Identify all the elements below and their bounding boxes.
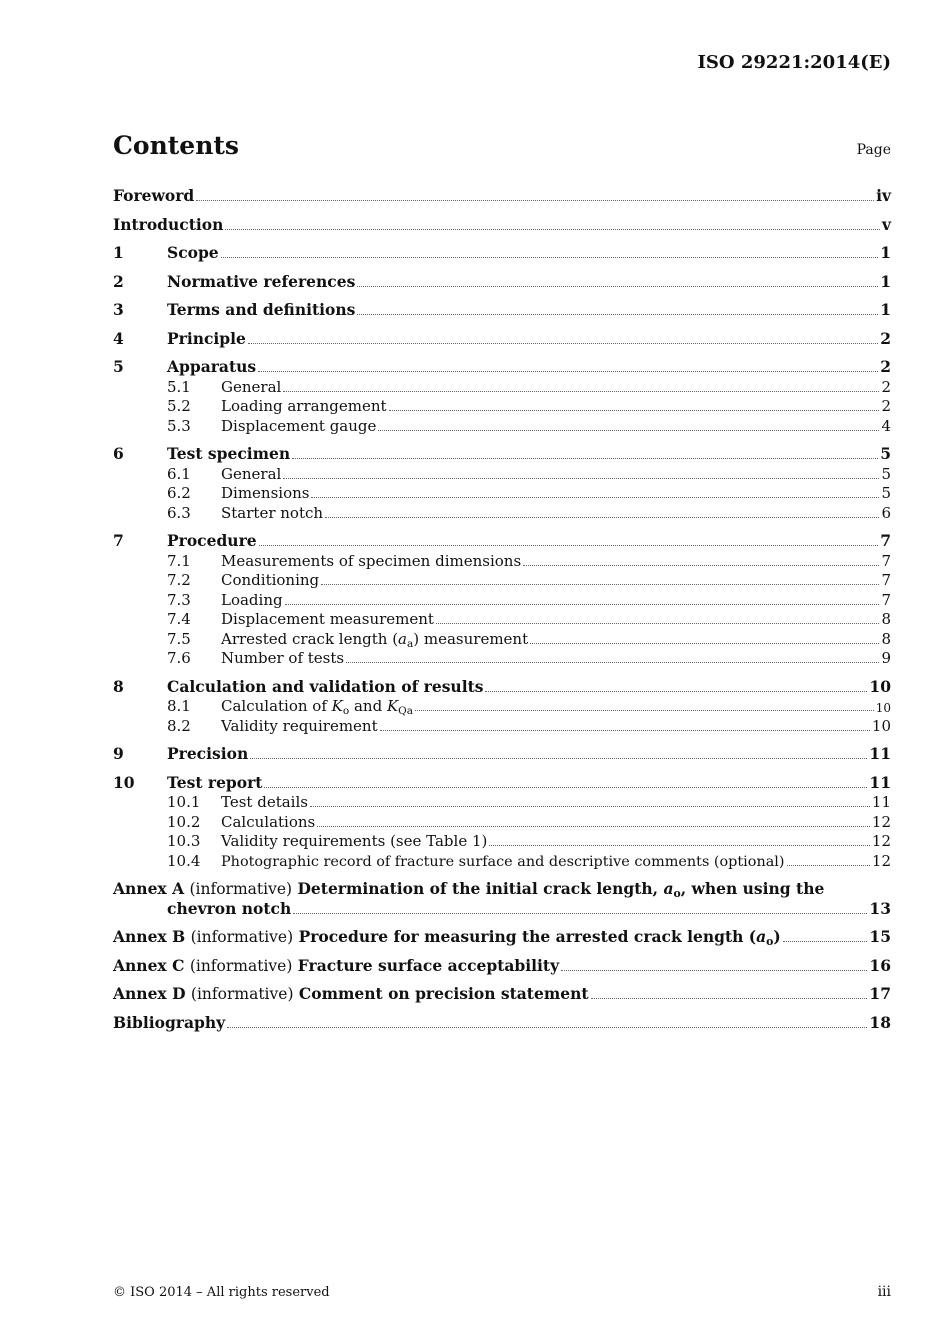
dot-leader — [357, 285, 878, 287]
dot-leader — [259, 544, 879, 546]
toc-entry-page: 10 — [869, 676, 891, 696]
toc-entry-title: Photographic record of fracture surface and descriptive comments (optional) — [221, 853, 785, 870]
annex-label: Annex A — [113, 879, 185, 898]
toc-entry-annex-a-continued[interactable] — [113, 898, 891, 918]
toc-entry-number: 7.4 — [167, 610, 191, 628]
dot-leader — [783, 940, 868, 942]
toc-entry-number: 3 — [113, 300, 124, 319]
table-of-contents — [113, 185, 891, 1032]
toc-entry-page: 17 — [869, 984, 891, 1003]
toc-entry-number: 8.2 — [167, 716, 191, 735]
toc-entry-page: 8 — [881, 610, 891, 628]
toc-entry-title: Loading — [221, 590, 283, 609]
toc-entry-number: 7 — [113, 531, 124, 550]
toc-entry-page: 1 — [880, 243, 891, 262]
annex-heading: Annex D (informative) Comment on precision statement — [113, 984, 589, 1003]
toc-entry-page: 7 — [881, 571, 891, 589]
toc-entry-title: Dimensions — [221, 484, 310, 502]
dot-leader — [292, 457, 878, 459]
toc-entry-terms-definitions[interactable] — [113, 299, 891, 319]
toc-entry-page: 18 — [869, 1012, 891, 1032]
toc-entry-number: 4 — [113, 328, 124, 348]
toc-entry-scope[interactable] — [113, 242, 891, 262]
toc-entry-title: Scope — [167, 243, 219, 262]
toc-entry-annex-a[interactable] — [113, 878, 891, 898]
toc-entry-title: Bibliography — [113, 1012, 226, 1032]
toc-subentry-6-3[interactable] — [113, 502, 891, 522]
dot-leader — [787, 864, 870, 866]
toc-entry-page: 13 — [869, 898, 891, 918]
toc-entry-apparatus[interactable] — [113, 356, 891, 376]
toc-entry-title: Validity requirements (see Table 1) — [221, 832, 488, 850]
toc-entry-page: 15 — [869, 927, 891, 946]
toc-entry-title: Calculation and validation of results — [167, 676, 484, 696]
toc-entry-title: Conditioning — [221, 571, 320, 589]
toc-entry-page: 2 — [881, 377, 891, 396]
toc-entry-number: 10 — [113, 772, 135, 792]
toc-entry-number: 5.2 — [167, 397, 191, 415]
toc-entry-normative-references[interactable] — [113, 271, 891, 291]
toc-subentry-7-4[interactable] — [113, 609, 891, 629]
toc-entry-number: 5.3 — [167, 416, 191, 435]
dot-leader — [346, 661, 879, 663]
dot-leader — [317, 825, 870, 827]
toc-entry-page: 5 — [880, 444, 891, 463]
annex-title: Determination of the initial crack length, $a_o$, when using the — [297, 879, 825, 900]
toc-entry-number: 8.1 — [167, 697, 191, 715]
toc-entry-introduction[interactable] — [113, 214, 891, 234]
toc-subentry-5-1[interactable] — [113, 376, 891, 396]
dot-leader — [436, 622, 880, 624]
toc-entry-number: 6.2 — [167, 484, 191, 502]
toc-subentry-8-2[interactable] — [113, 715, 891, 735]
dot-leader — [250, 757, 867, 759]
toc-entry-title: Calculations — [221, 812, 316, 831]
toc-entry-title: General — [221, 377, 282, 396]
dot-leader — [321, 583, 879, 585]
toc-entry-page: 1 — [880, 271, 891, 291]
toc-entry-page: 6 — [881, 503, 891, 522]
toc-subentry-7-5[interactable] — [113, 628, 891, 648]
toc-subentry-7-1[interactable] — [113, 550, 891, 570]
dot-leader — [380, 729, 870, 731]
toc-entry-title: Terms and definitions — [167, 300, 356, 319]
toc-entry-number: 10.4 — [167, 851, 201, 870]
dot-leader — [530, 642, 879, 644]
toc-entry-number: 6 — [113, 444, 124, 463]
dot-leader — [248, 342, 878, 344]
toc-subentry-10-4[interactable] — [113, 850, 891, 870]
toc-entry-title: Number of tests — [221, 649, 345, 667]
toc-entry-title: Principle — [167, 328, 246, 348]
annex-title-continued: chevron notch — [167, 898, 292, 918]
toc-entry-number: 7.6 — [167, 649, 191, 667]
toc-entry-page: 10 — [875, 701, 891, 715]
dot-leader — [561, 969, 867, 971]
toc-entry-title: Test details — [221, 793, 308, 811]
toc-entry-page: 8 — [881, 629, 891, 648]
toc-entry-page: v — [881, 214, 891, 234]
copyright-notice: © ISO 2014 – All rights reserved — [113, 1285, 330, 1300]
toc-entry-page: 5 — [881, 484, 891, 502]
toc-entry-bibliography[interactable] — [113, 1012, 891, 1032]
dot-leader — [310, 805, 870, 807]
toc-entry-number: 6.1 — [167, 464, 191, 483]
toc-entry-page: 4 — [881, 416, 891, 435]
toc-entry-procedure[interactable] — [113, 530, 891, 550]
document-id: ISO 29221:2014(E) — [697, 52, 891, 73]
toc-entry-number: 8 — [113, 676, 124, 696]
toc-entry-title: Introduction — [113, 214, 224, 234]
annex-heading: Annex C (informative) Fracture surface acceptability — [113, 955, 560, 975]
toc-entry-number: 10.1 — [167, 793, 201, 811]
toc-entry-page: 7 — [880, 531, 891, 550]
toc-subentry-7-2[interactable] — [113, 570, 891, 590]
toc-entry-number: 2 — [113, 271, 124, 291]
annex-heading: Annex B (informative) Procedure for measuring the arrested crack length $(a_o)$ — [113, 927, 781, 948]
toc-entry-number: 10.3 — [167, 832, 201, 850]
dot-leader — [389, 409, 880, 411]
dot-leader — [378, 429, 879, 431]
toc-entry-number: 7.1 — [167, 551, 191, 570]
toc-entry-annex-b[interactable] — [113, 926, 891, 946]
toc-entry-title: Displacement gauge — [221, 416, 377, 435]
toc-entry-page: 7 — [881, 590, 891, 609]
toc-entry-foreword[interactable] — [113, 185, 891, 205]
toc-subentry-6-2[interactable] — [113, 483, 891, 503]
toc-entry-test-specimen[interactable] — [113, 443, 891, 463]
toc-entry-number: 5.1 — [167, 377, 191, 396]
toc-subentry-8-1[interactable] — [113, 696, 891, 716]
toc-entry-page: 11 — [871, 793, 891, 811]
dot-leader — [293, 912, 867, 914]
toc-entry-title: Precision — [167, 744, 249, 763]
toc-entry-annex-d[interactable] — [113, 983, 891, 1003]
dot-leader — [591, 997, 868, 999]
page-number: iii — [877, 1284, 891, 1300]
annex-type: (informative) — [189, 880, 293, 898]
toc-entry-calculation[interactable] — [113, 676, 891, 696]
toc-entry-page: 11 — [869, 744, 891, 763]
toc-entry-title: Procedure — [167, 531, 257, 550]
toc-entry-title: General — [221, 464, 282, 483]
dot-leader — [221, 256, 879, 258]
toc-entry-title: Apparatus — [167, 357, 257, 376]
dot-leader — [264, 786, 867, 788]
toc-entry-page: 16 — [869, 955, 891, 975]
toc-subentry-10-3[interactable] — [113, 831, 891, 851]
toc-entry-annex-c[interactable] — [113, 955, 891, 975]
dot-leader — [285, 603, 880, 605]
toc-entry-title: Calculation of $K_o$ and $K_{Qa}$ — [221, 697, 414, 717]
toc-entry-title: Test specimen — [167, 444, 291, 463]
toc-entry-title: Measurements of specimen dimensions — [221, 551, 522, 570]
toc-entry-page: 7 — [881, 551, 891, 570]
toc-entry-title: Normative references — [167, 271, 356, 291]
toc-entry-page: 1 — [880, 300, 891, 319]
toc-entry-page: 2 — [880, 357, 891, 376]
toc-entry-page: 9 — [881, 649, 891, 667]
dot-leader — [283, 477, 879, 479]
toc-entry-title: Test report — [167, 772, 263, 792]
toc-entry-number: 9 — [113, 744, 124, 763]
toc-entry-page: 2 — [880, 328, 891, 348]
dot-leader — [227, 1026, 867, 1028]
dot-leader — [325, 516, 879, 518]
toc-entry-number: 7.5 — [167, 629, 191, 648]
toc-entry-title: Arrested crack length $(a_a)$ measurement — [221, 629, 529, 650]
dot-leader — [225, 228, 880, 230]
dot-leader — [258, 370, 878, 372]
toc-entry-number: 10.2 — [167, 812, 201, 831]
toc-entry-test-report[interactable] — [113, 772, 891, 792]
toc-entry-title: Displacement measurement — [221, 610, 434, 628]
toc-subentry-7-3[interactable] — [113, 589, 891, 609]
toc-entry-page: 12 — [871, 832, 891, 850]
toc-entry-page: 5 — [881, 464, 891, 483]
toc-subentry-6-1[interactable] — [113, 463, 891, 483]
toc-entry-title: Validity requirement — [221, 716, 378, 735]
dot-leader — [357, 313, 878, 315]
page-column-label: Page — [856, 142, 891, 158]
dot-leader — [523, 564, 879, 566]
toc-entry-page: 12 — [871, 812, 891, 831]
toc-entry-number: 7.2 — [167, 571, 191, 589]
dot-leader — [196, 199, 874, 201]
toc-entry-number: 5 — [113, 357, 124, 376]
toc-subentry-10-1[interactable] — [113, 792, 891, 812]
dot-leader — [311, 496, 879, 498]
toc-entry-principle[interactable] — [113, 328, 891, 348]
toc-entry-page: 10 — [871, 716, 891, 735]
toc-entry-page: 11 — [869, 772, 891, 792]
toc-entry-precision[interactable] — [113, 743, 891, 763]
toc-entry-page: iv — [876, 186, 891, 205]
page-title: Contents — [113, 131, 240, 160]
toc-subentry-10-2[interactable] — [113, 811, 891, 831]
dot-leader — [415, 709, 874, 711]
toc-entry-number: 6.3 — [167, 503, 191, 522]
toc-entry-number: 7.3 — [167, 590, 191, 609]
toc-entry-title: Foreword — [113, 186, 195, 205]
toc-entry-title: Starter notch — [221, 503, 324, 522]
toc-entry-title: Loading arrangement — [221, 397, 387, 415]
toc-entry-number: 1 — [113, 243, 124, 262]
toc-subentry-7-6[interactable] — [113, 648, 891, 668]
dot-leader — [283, 390, 879, 392]
toc-subentry-5-2[interactable] — [113, 396, 891, 416]
dot-leader — [485, 690, 867, 692]
toc-subentry-5-3[interactable] — [113, 415, 891, 435]
toc-entry-page: 12 — [871, 851, 891, 870]
dot-leader — [489, 844, 870, 846]
toc-entry-page: 2 — [881, 397, 891, 415]
